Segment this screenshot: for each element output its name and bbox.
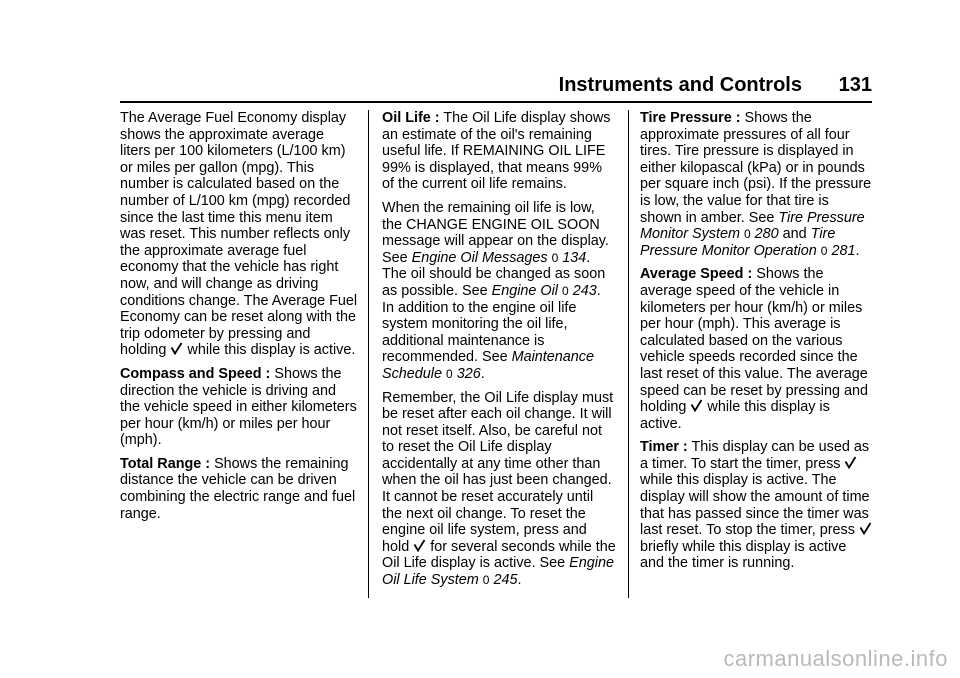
watermark: carmanualsonline.info bbox=[723, 646, 948, 671]
page-reference[interactable]: 243 bbox=[572, 282, 597, 299]
page-reference[interactable]: 245 bbox=[493, 572, 518, 589]
page-ref-arrow-icon: 0 bbox=[743, 227, 751, 242]
checkmark-icon bbox=[844, 456, 857, 469]
page-ref-arrow-icon: 0 bbox=[446, 366, 453, 381]
checkmark-icon bbox=[413, 539, 426, 552]
page-reference[interactable]: 326 bbox=[456, 365, 481, 382]
cross-reference-link[interactable]: Maintenance Schedule bbox=[382, 349, 594, 382]
column-3 bbox=[640, 110, 874, 579]
column-1 bbox=[120, 110, 358, 529]
column-2 bbox=[382, 110, 616, 596]
paragraph-oil-reset: Remember, the Oil Life display must be reset after each oil change. It will not reset itself. Also, be careful not to reset the Oil Life display accidentally at any time other than when the oil has just been changed. It cannot be reset accurately until the next oil change. To reset the engine oil life system, press and hold for several seconds while the Oil Life display is active. See Engine Oil Life System 0 245. bbox=[382, 389, 616, 589]
checkmark-icon bbox=[170, 342, 183, 355]
paragraph-average-speed: Average Speed : Shows the average speed of the vehicle in kilometers per hour (km/h) or miles per hour (mph). This average is calculated based on the various vehicle speeds recorded since the last reset of this value. The average speed can be reset by pressing and holding while this display is active. bbox=[640, 266, 869, 432]
header-rule bbox=[120, 101, 872, 103]
page-reference[interactable]: 280 bbox=[754, 226, 779, 243]
page-reference[interactable]: 134 bbox=[562, 249, 587, 266]
page-ref-arrow-icon: 0 bbox=[482, 573, 490, 588]
page-header bbox=[120, 74, 872, 100]
cross-reference-link[interactable]: Engine Oil Life System bbox=[382, 555, 614, 589]
column-divider bbox=[628, 110, 629, 598]
page-ref-arrow-icon: 0 bbox=[551, 250, 559, 265]
paragraph-total-range: Total Range : Shows the remaining distance the vehicle can be driven combining the electric range and fuel range. bbox=[120, 455, 356, 522]
cross-reference-link[interactable]: Tire Pressure Monitor Operation bbox=[640, 226, 836, 259]
paragraph-compass-and-speed: Compass and Speed : Shows the direction the vehicle is driving and the vehicle speed in either kilometers per hour (km/h) or miles per hour (mph). bbox=[120, 365, 357, 449]
checkmark-icon bbox=[859, 522, 872, 535]
page-reference[interactable]: 281 bbox=[831, 242, 856, 259]
column-divider bbox=[368, 110, 369, 598]
paragraph-tire-pressure: Tire Pressure : Shows the approximate pressures of all four tires. Tire pressure is displayed in either kilopascal (kPa) or in pounds per square inch (psi). If the pressure is low, the value for that tire is shown in amber. See Tire Pressure Monitor System 0 280 and Tire Pressure Monitor Operation 0 281. bbox=[640, 110, 872, 259]
checkmark-icon bbox=[690, 399, 703, 412]
paragraph-oil-low: When the remaining oil life is low, the CHANGE ENGINE OIL SOON message will appear on the display. See Engine Oil Messages 0 134. The oil should be changed as soon as possible. See Engine Oil 0 243. In addition to the engine oil life system monitoring the oil life, additional maintenance is recommended. See Maintenance Schedule 0 326. bbox=[382, 199, 609, 382]
paragraph-average-fuel-economy: The Average Fuel Economy display shows the approximate average liters per 100 kilometers (L/100 km) or miles per gallon (mpg). This number is calculated based on the number of L/100 km (mpg) recorded since the last time this menu item was reset. This number reflects only the approximate average fuel economy that the vehicle has right now, and will change as driving conditions change. The Average Fuel Economy can be reset along with the trip odometer by pressing and holding while this display is active. bbox=[120, 110, 358, 359]
cross-reference-link[interactable]: Tire Pressure Monitor System bbox=[640, 209, 865, 243]
section-title: Instruments and Controls bbox=[558, 74, 802, 96]
paragraph-oil-life: Oil Life : The Oil Life display shows an estimate of the oil's remaining useful life. If REMAINING OIL LIFE 99% is displayed, that means 99% of the current oil life remains. bbox=[382, 110, 611, 193]
page-ref-arrow-icon: 0 bbox=[820, 243, 828, 258]
cross-reference-link[interactable]: Engine Oil bbox=[491, 282, 559, 299]
page-ref-arrow-icon: 0 bbox=[562, 283, 569, 298]
paragraph-timer: Timer : This display can be used as a timer. To start the timer, press while this display is active. The display will show the amount of time that has passed since the timer was last reset. To stop the timer, press briefly while this display is active and the timer is running. bbox=[640, 439, 874, 572]
page-number: 131 bbox=[838, 74, 872, 96]
cross-reference-link[interactable]: Engine Oil Messages bbox=[411, 249, 548, 266]
